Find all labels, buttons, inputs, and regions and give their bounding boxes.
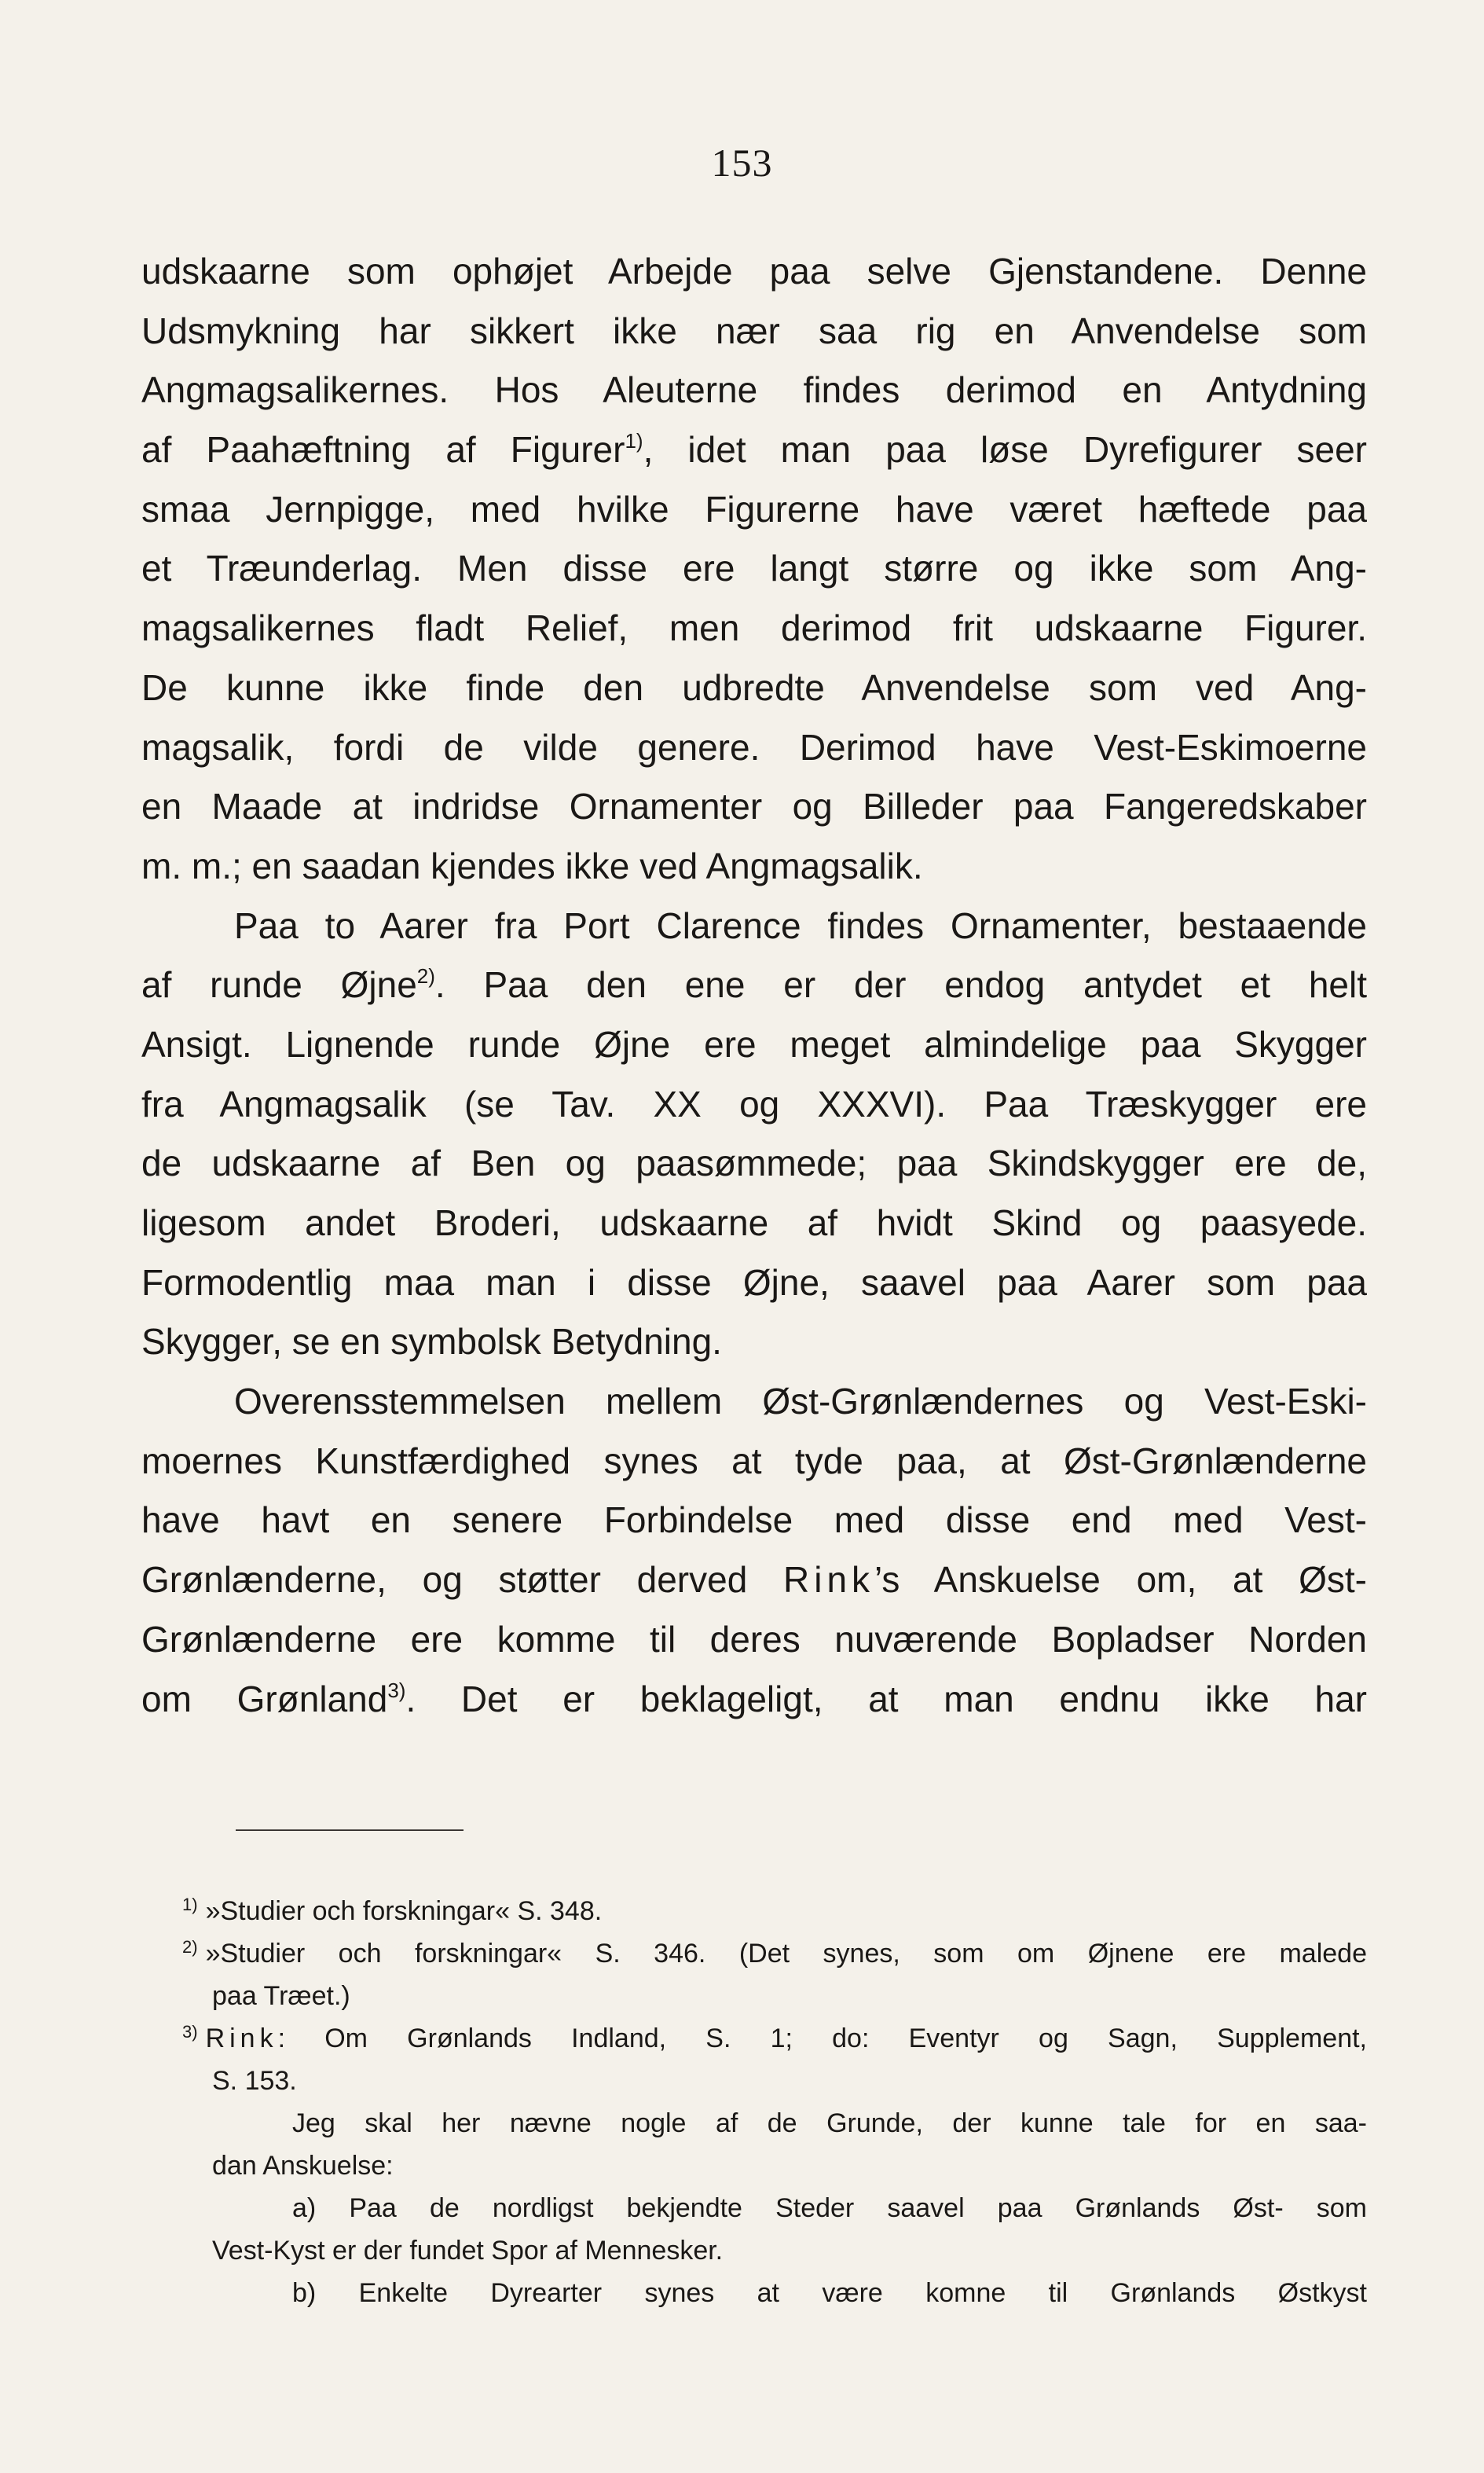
- text-line: De kunne ikke finde den udbredte Anvendelse som ved Ang-: [141, 666, 1367, 708]
- text-segment: ’s Anskuelse om, at Øst-: [874, 1559, 1367, 1601]
- footnote-3-item-b: b) Enkelte Dyrearter synes at være komne til Grønlands Østkyst: [292, 2278, 1367, 2308]
- text-line: Skygger, se en symbolsk Betydning.: [141, 1321, 722, 1363]
- text-line: Grønlænderne ere komme til deres nuværende Bopladser Norden: [141, 1618, 1367, 1660]
- footnote-3-paragraph: Jeg skal her nævne nogle af de Grunde, der kunne tale for en saa-: [292, 2108, 1367, 2138]
- footnote-divider: [236, 1829, 464, 1831]
- text-segment: om Grønland: [141, 1678, 388, 1719]
- text-line: Paa to Aarer fra Port Clarence findes Ornamenter, bestaaende: [234, 904, 1367, 946]
- text-segment: , idet man paa løse Dyrefigurer seer: [643, 429, 1367, 471]
- footnote-marker: 3): [182, 2022, 198, 2042]
- text-line: Formodentlig maa man i disse Øjne, saavel paa Aarer som paa: [141, 1261, 1367, 1303]
- text-segment: . Paa den ene er der endog antydet et helt: [434, 964, 1367, 1006]
- footnote-text: »Studier och forskningar« S. 348.: [205, 1896, 603, 1926]
- text-line: moernes Kunstfærdighed synes at tyde paa, at Øst-Grønlænderne: [141, 1440, 1367, 1481]
- footnote-2-continuation: paa Træet.): [212, 1981, 350, 2011]
- text-line: udskaarne som ophøjet Arbejde paa selve Gjenstandene. Denne: [141, 251, 1367, 292]
- author-name: Rink: [783, 1559, 875, 1601]
- text-line: Ansigt. Lignende runde Øjne ere meget almindelige paa Skygger: [141, 1023, 1367, 1065]
- text-line: en Maade at indridse Ornamenter og Billeder paa Fangeredskaber: [141, 786, 1367, 827]
- text-segment: Grønlænderne, og støtter derved: [141, 1559, 748, 1601]
- text-line: magsalik, fordi de vilde genere. Derimod have Vest-Eskimoerne: [141, 726, 1367, 768]
- footnote-3: [182, 2017, 1367, 2060]
- text-line: Overensstemmelsen mellem Øst-Grønlændernes og Vest-Eski-: [234, 1381, 1367, 1422]
- footnote-2: [182, 1932, 1367, 1975]
- text-line: fra Angmagsalik (se Tav. XX og XXXVI). Paa Træskygger ere: [141, 1083, 1367, 1125]
- body-text: [141, 242, 1367, 1729]
- footnote-marker: 2): [182, 1937, 198, 1957]
- footnote-ref-3: 3): [387, 1678, 406, 1702]
- footnote-3-continuation: S. 153.: [212, 2066, 297, 2096]
- text-line: magsalikernes fladt Relief, men derimod frit udskaarne Figurer.: [141, 607, 1367, 649]
- author-name: Rink: [205, 2024, 278, 2053]
- footnote-1: [182, 1890, 1367, 1932]
- footnote-text: »Studier och forskningar« S. 346. (Det synes, som om Øjnene ere malede: [205, 1939, 1367, 1968]
- footnote-ref-1: 1): [625, 429, 643, 453]
- text-line: de udskaarne af Ben og paasømmede; paa Skindskygger ere de,: [141, 1143, 1367, 1184]
- text-line: m. m.; en saadan kjendes ikke ved Angmagsalik.: [141, 845, 923, 886]
- text-line: [141, 956, 1367, 1015]
- text-line: et Træunderlag. Men disse ere langt større og ikke som Ang-: [141, 548, 1367, 589]
- text-line: [141, 1550, 1367, 1610]
- footnotes: [182, 1890, 1367, 2314]
- text-segment: . Det er beklageligt, at man endnu ikke har: [405, 1678, 1367, 1719]
- text-line: ligesom andet Broderi, udskaarne af hvidt Skind og paasyede.: [141, 1202, 1367, 1243]
- text-line: Angmagsalikernes. Hos Aleuterne findes derimod en Antydning: [141, 369, 1367, 411]
- text-line: smaa Jernpigge, med hvilke Figurerne have været hæftede paa: [141, 488, 1367, 530]
- text-line: [141, 1670, 1367, 1730]
- footnote-text: : Om Grønlands Indland, S. 1; do: Eventyr og Sagn, Supplement,: [277, 2024, 1367, 2053]
- text-segment: af runde Øjne: [141, 964, 417, 1006]
- page-number: 153: [711, 141, 773, 185]
- footnote-ref-2: 2): [416, 964, 435, 989]
- text-segment: af Paahæftning af Figurer: [141, 429, 625, 471]
- footnote-3-item-a: a) Paa de nordligst bekjendte Steder saavel paa Grønlands Øst- som: [292, 2193, 1367, 2223]
- footnote-3-paragraph-continuation: dan Anskuelse:: [212, 2151, 394, 2181]
- footnote-3-item-a-continuation: Vest-Kyst er der fundet Spor af Mennesker.: [212, 2236, 724, 2266]
- text-line: have havt en senere Forbindelse med disse end med Vest-: [141, 1499, 1367, 1541]
- text-line: Udsmykning har sikkert ikke nær saa rig en Anvendelse som: [141, 310, 1367, 351]
- footnote-marker: 1): [182, 1895, 198, 1914]
- text-line: [141, 420, 1367, 480]
